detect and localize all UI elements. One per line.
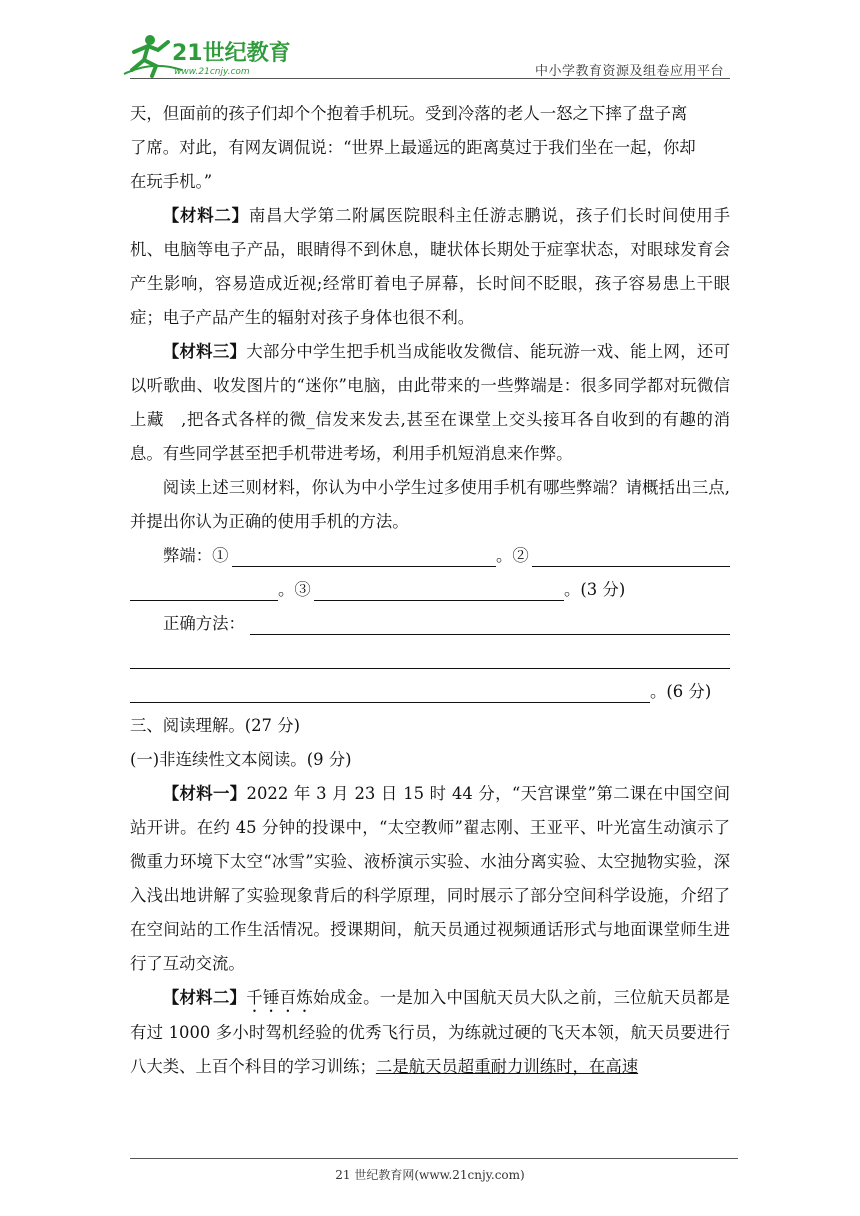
drawbacks-row-2 (130, 573, 730, 607)
material-2-label: 【材料二】 (162, 206, 249, 225)
method-blank-3[interactable] (130, 684, 650, 703)
p1-line1: 天，但面前的孩子们却个个抱着手机玩。受到冷落的老人一怒之下摔了盘子离 (130, 104, 688, 123)
reading-material-1-label: 【材料一】 (162, 784, 247, 803)
drawbacks-score: 。(3 分) (564, 580, 626, 599)
question-text: 阅读上述三则材料，你认为中小学生过多使用手机有哪些弊端？请概括出三点,并提出你认为正确的使用手机的方法。 (130, 478, 730, 531)
method-score: 。(6 分) (650, 682, 712, 701)
method-row-3 (130, 675, 730, 709)
page-footer: 21 世纪教育网(www.21cnjy.com) (335, 1168, 525, 1182)
material-2-text: 南昌大学第二附属医院眼科主任游志鹏说，孩子们长时间使用手机、电脑等电子产品，眼睛得不到休息，睫状体长期处于症挛状态，对眼球发育会产生影响，容易造成近视;经常盯着电子屏幕，长时间不眨眼，孩子容易患上干眼症；电子产品产生的辐射对孩子身体也很不利。 (130, 206, 731, 327)
answer-blank-2a[interactable] (532, 548, 730, 567)
material-3-text: 大部分中学生把手机当成能收发微信、能玩游一戏、能上网，还可以听歌曲、收发图片的“迷你”电脑，由此带来的一些弊端是：很多同学都对玩微信上藏 ,把各式各样的微_信发来发去,甚至在课堂上交头接耳各自收到的有趣的消息。有些同学甚至把手机带进考场，利用手机短消息来作弊。 (130, 342, 731, 463)
p1-line2: 了席。对此，有网友调侃说：“世界上最遥远的距离莫过于我们坐在一起，你却 (130, 138, 696, 157)
site-logo (122, 30, 292, 80)
page-header (0, 0, 860, 90)
answer-blank-2b[interactable] (130, 582, 278, 601)
section-3-1-heading: (一)非连续性文本阅读。(9 分) (130, 750, 352, 769)
method-row-2 (130, 641, 730, 675)
material-3-paragraph (130, 335, 730, 471)
header-divider (130, 78, 730, 79)
underlined-sentence: 二是航天员超重耐力训练时，在高速 (375, 1057, 639, 1076)
method-label: 正确方法： (163, 614, 245, 633)
document-body (130, 97, 730, 1084)
reading-material-1 (130, 777, 730, 981)
reading-material-2-text: 始成金。一是加入中国航天员大队之前，三位航天员都是有过 1000 多小时驾机经验的优秀飞行员，为练就过硬的飞天本领，航天员要进行八大类、上百个科目的学习训练； (130, 988, 731, 1076)
method-blank-2[interactable] (130, 650, 730, 669)
method-blank-1[interactable] (250, 616, 730, 635)
logo-text: 21世纪教育 (172, 41, 291, 66)
drawback-2-marker: 。② (496, 546, 529, 565)
answer-blank-1[interactable] (232, 548, 496, 567)
drawbacks-row-1 (130, 539, 730, 573)
reading-material-2-label: 【材料二】 (162, 988, 247, 1007)
drawback-3-marker: 。③ (278, 580, 311, 599)
platform-name: 中小学教育资源及组卷应用平台 (534, 64, 724, 79)
logo-url: www.21cnjy.com (174, 67, 250, 77)
drawbacks-label: 弊端：① (163, 546, 229, 565)
material-2-paragraph (130, 199, 730, 335)
reading-material-2 (130, 981, 730, 1084)
material-3-label: 【材料三】 (162, 342, 247, 361)
method-row-1 (130, 607, 730, 641)
footer-divider (130, 1158, 738, 1159)
reading-material-1-text: 2022 年 3 月 23 日 15 时 44 分，“天宫课堂”第二课在中国空间站开讲。在约 45 分钟的投课中，“太空教师”翟志刚、王亚平、叶光富生动演示了微重力环境下太空“冰雪”实验、液桥演示实验、水油分离实验、太空抛物实验，深入浅出地讲解了实验现象背后的科学原理，同时展示了部分空间科学设施，介绍了在空间站的工作生活情况。授课期间，航天员通过视频通话形式与地面课堂师生进行了互动交流。 (130, 784, 730, 973)
section-3-heading: 三、阅读理解。(27 分) (130, 716, 300, 735)
p1-line3: 在玩手机。” (130, 172, 213, 191)
answer-blank-3[interactable] (314, 582, 564, 601)
emphasized-phrase: 千锤百炼 (246, 988, 314, 1007)
